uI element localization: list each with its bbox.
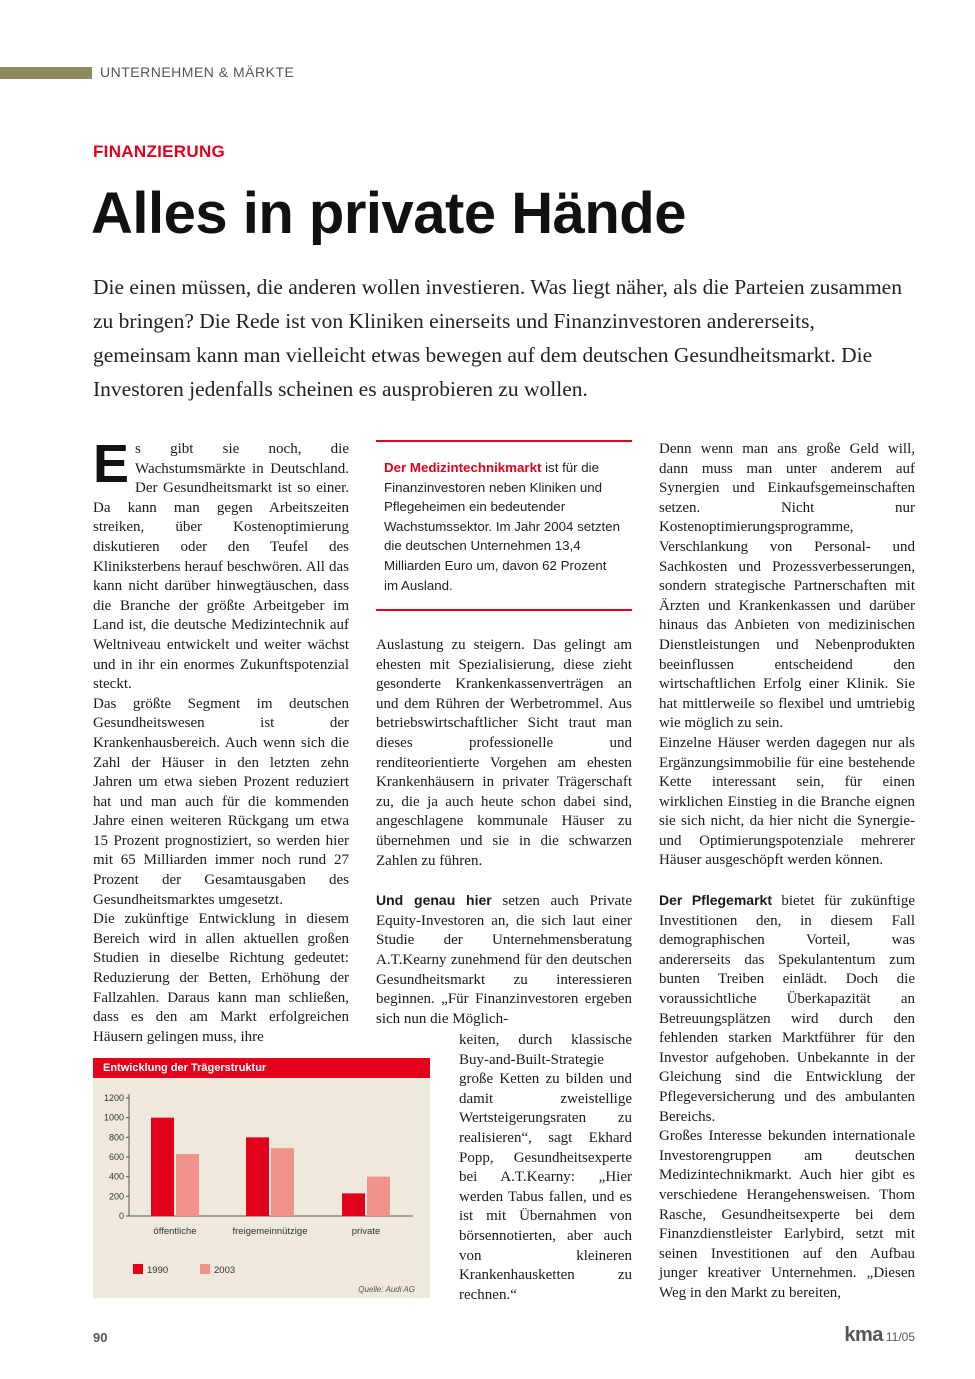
chart-source: Quelle: Audi AG bbox=[358, 1285, 415, 1294]
paragraph: Die zukünftige Entwicklung in diesem Bereich wird in allen aktuellen großen Studien in dieselbe Richtung gedeutet: Reduzierung der Betten, Erhöhung der Fallzahlen. Daraus kann man schließen, dass es den am Markt erfolgreichen Häusern gelingen muss, ihre bbox=[93, 911, 349, 1045]
chart-title: Entwicklung der Trägerstruktur bbox=[93, 1058, 430, 1078]
legend-label: 2003 bbox=[214, 1265, 236, 1276]
section-label: UNTERNEHMEN & MÄRKTE bbox=[100, 64, 295, 80]
paragraph-lead-in: Der Pflegemarkt bbox=[659, 892, 772, 909]
paragraph: Auslastung zu steigern. Das gelingt am ehesten mit Spezialisierung, diese zieht gesonderte Krankenkassenverträgen an und dem Rühren der Werbetrommel. Aus betriebswirtschaftlicher Sicht traut man dieses professionelle und renditeorientierte Vorgehen am ehesten Krankenhäusern in privater Trägerschaft zu, die ja auch heute schon dabei sind, angeschlagene kommunale Häuser zu übernehmen und sie in die schwarzen Zahlen zu führen. bbox=[376, 637, 632, 869]
legend-label: 1990 bbox=[147, 1265, 169, 1276]
column-1 bbox=[93, 434, 349, 1047]
x-tick-label: freigemeinnützige bbox=[232, 1226, 308, 1237]
column-2 bbox=[376, 636, 632, 1029]
paragraph-lead-in: Und genau hier bbox=[376, 892, 492, 909]
legend-swatch bbox=[200, 1264, 210, 1274]
paragraph: keiten, durch klassische Buy-and-Built-Strategie große Ketten zu bilden und damit zweistellige Wertsteigerungsraten zu realisieren“, sagt Ekhard Popp, Gesundheitsexperte bei A.T.Kearny: „Hier werden Tabus fallen, und es ist mit Übernahmen von börsennotierten, aber auch von kleineren Krankenhausketten zu rechnen.“ bbox=[459, 1032, 632, 1303]
callout-highlight: Der Medizintechnikmarkt bbox=[384, 460, 542, 475]
paragraph: Großes Interesse bekunden internationale Investorengruppen am deutschen Medizintechnikmarkt. Auch hier gibt es verschiedene Herangehensweisen. Thom Rasche, Gesundheitsexperte bei dem Finanzdienstleister Earlybird, setzt mit seinen Investitionen auf den Aufbau junger kreativer Unternehmen. „Diesen Weg in den Markt zu bereiten, bbox=[659, 1128, 915, 1301]
y-tick-label: 800 bbox=[108, 1132, 124, 1143]
bar-2003-2 bbox=[367, 1177, 390, 1216]
dropcap: E bbox=[93, 434, 130, 494]
y-tick-label: 1200 bbox=[103, 1093, 124, 1103]
article-lead: Die einen müssen, die anderen wollen investieren. Was liegt näher, als die Parteien zusammen zu bringen? Die Rede ist von Kliniken einerseits und Finanzinvestoren andererseits, gemeinsam kann man vielleicht etwas bewegen auf dem deutschen Gesundheitsmarkt. Die Investoren jedenfalls scheinen es ausprobieren zu wollen. bbox=[93, 275, 902, 401]
bar-2003-0 bbox=[176, 1154, 199, 1216]
paragraph-text: setzen auch Private Equity-Investoren an, die sich laut einer Studie der Unternehmensberatung A.T.Kearny zunehmend für den deutschen Gesundheitsmarkt zu interessieren beginnen. „Für Finanzinvestoren ergeben sich nun die Möglich- bbox=[376, 893, 633, 1027]
article-headline: Alles in private Hände bbox=[91, 181, 686, 246]
y-tick-label: 0 bbox=[118, 1211, 124, 1221]
callout-text: ist für die Finanzinvestoren neben Kliniken und Pflegeheimen ein bedeutender Wachstumssektor. Im Jahr 2004 setzten die deutschen Unternehmen 13,4 Milliarden Euro um, davon 62 Prozent im Ausland. bbox=[384, 460, 620, 593]
paragraph bbox=[376, 891, 632, 1029]
y-tick-label: 400 bbox=[108, 1171, 124, 1182]
x-tick-label: private bbox=[351, 1226, 381, 1237]
section-bar bbox=[0, 67, 92, 79]
article-kicker: FINANZIERUNG bbox=[93, 142, 226, 161]
chart-plot bbox=[93, 1058, 430, 1298]
paragraph: Das größte Segment im deutschen Gesundheitswesen ist der Krankenhausbereich. Auch wenn sich die Zahl der Häuser in den letzten zehn Jahren um etwa sieben Prozent reduziert hat und man auch für die kommenden Jahre einen weiteren Rückgang um etwa 15 Prozent prognostiziert, so werden hier mit 65 Milliarden immer noch rund 27 Prozent der Gesamtausgaben des Gesundheitsmarktes umgesetzt. bbox=[93, 695, 349, 908]
y-tick-label: 200 bbox=[108, 1191, 124, 1202]
issue-number: 11/05 bbox=[885, 1330, 915, 1344]
bar-1990-0 bbox=[151, 1118, 174, 1216]
paragraph bbox=[659, 891, 915, 1127]
page-number: 90 bbox=[93, 1330, 108, 1345]
bar-2003-1 bbox=[271, 1148, 294, 1216]
paragraph bbox=[93, 434, 349, 695]
bar-1990-1 bbox=[246, 1137, 269, 1216]
column-3 bbox=[659, 440, 915, 1304]
y-tick-label: 600 bbox=[108, 1152, 124, 1162]
bar-1990-2 bbox=[342, 1193, 365, 1216]
x-tick-label: öffentliche bbox=[153, 1226, 197, 1237]
paragraph: Einzelne Häuser werden dagegen nur als Ergänzungsimmobilie für eine bestehende Kette interessant sein, für einen wirklichen Einstieg in die Branche eignen sie sich nicht, da hier nicht die Synergie- und Optimierungspotenziale mehrerer Häuser ausgeschöpft werden können. bbox=[659, 734, 915, 869]
column-2-continued bbox=[459, 1031, 632, 1305]
bar-chart bbox=[93, 1058, 430, 1298]
magazine-logo: kma bbox=[844, 1324, 883, 1346]
paragraph-text: bietet für zukünftige Investitionen den, in diesem Fall demographischen Vorteil, was andererseits das Spekulantentum zum bunten Treiben einlädt. Doch die voraussichtliche Überkapazität an Betreuungsplätzen wird durch den fehlenden starken Marktführer für den Investor aufgehoben. Unbekannte in der Gleichung sind die Entwicklung der Pflegeversicherung und des ambulanten Bereichs. bbox=[659, 893, 915, 1125]
paragraph: Denn wenn man ans große Geld will, dann muss man unter anderem auf Synergien und Einkaufsgemeinschaften setzen. Nicht nur Kostenoptimierungsprogramme, Verschlankung von Personal- und Sachkosten und Prozessverbesserungen, sondern strategische Partnerschaften mit Ärzten und Krankenkassen und darüber hinaus das Anbieten von medizinischen Dienstleistungen und Nebenprodukten beeinflussen entscheidend den wirtschaftlichen Erfolg einer Klinik. Sie hat mittlerweile so flexibel und umtriebig wie möglich zu sein. bbox=[659, 441, 915, 732]
footer-brand bbox=[844, 1324, 915, 1347]
legend-swatch bbox=[133, 1264, 143, 1274]
y-tick-label: 1000 bbox=[103, 1112, 124, 1123]
paragraph-text: s gibt sie noch, die Wachstumsmärkte in Deutschland. Der Gesundheitsmarkt ist so einer. Da kann man gegen Arbeitszeiten streiken, über Kostenoptimierung diskutieren oder den Teufel des Kliniksterbens herauf beschwören. All das kann nicht darüber hinwegtäuschen, dass die Branche der größte Arbeitgeber im Land ist, die deutsche Medizintechnik auf Weltniveau entwickelt und weiter wächst und in ihr ein enormes Zukunftspotenzial steckt. bbox=[93, 441, 349, 693]
callout-box bbox=[376, 440, 632, 611]
